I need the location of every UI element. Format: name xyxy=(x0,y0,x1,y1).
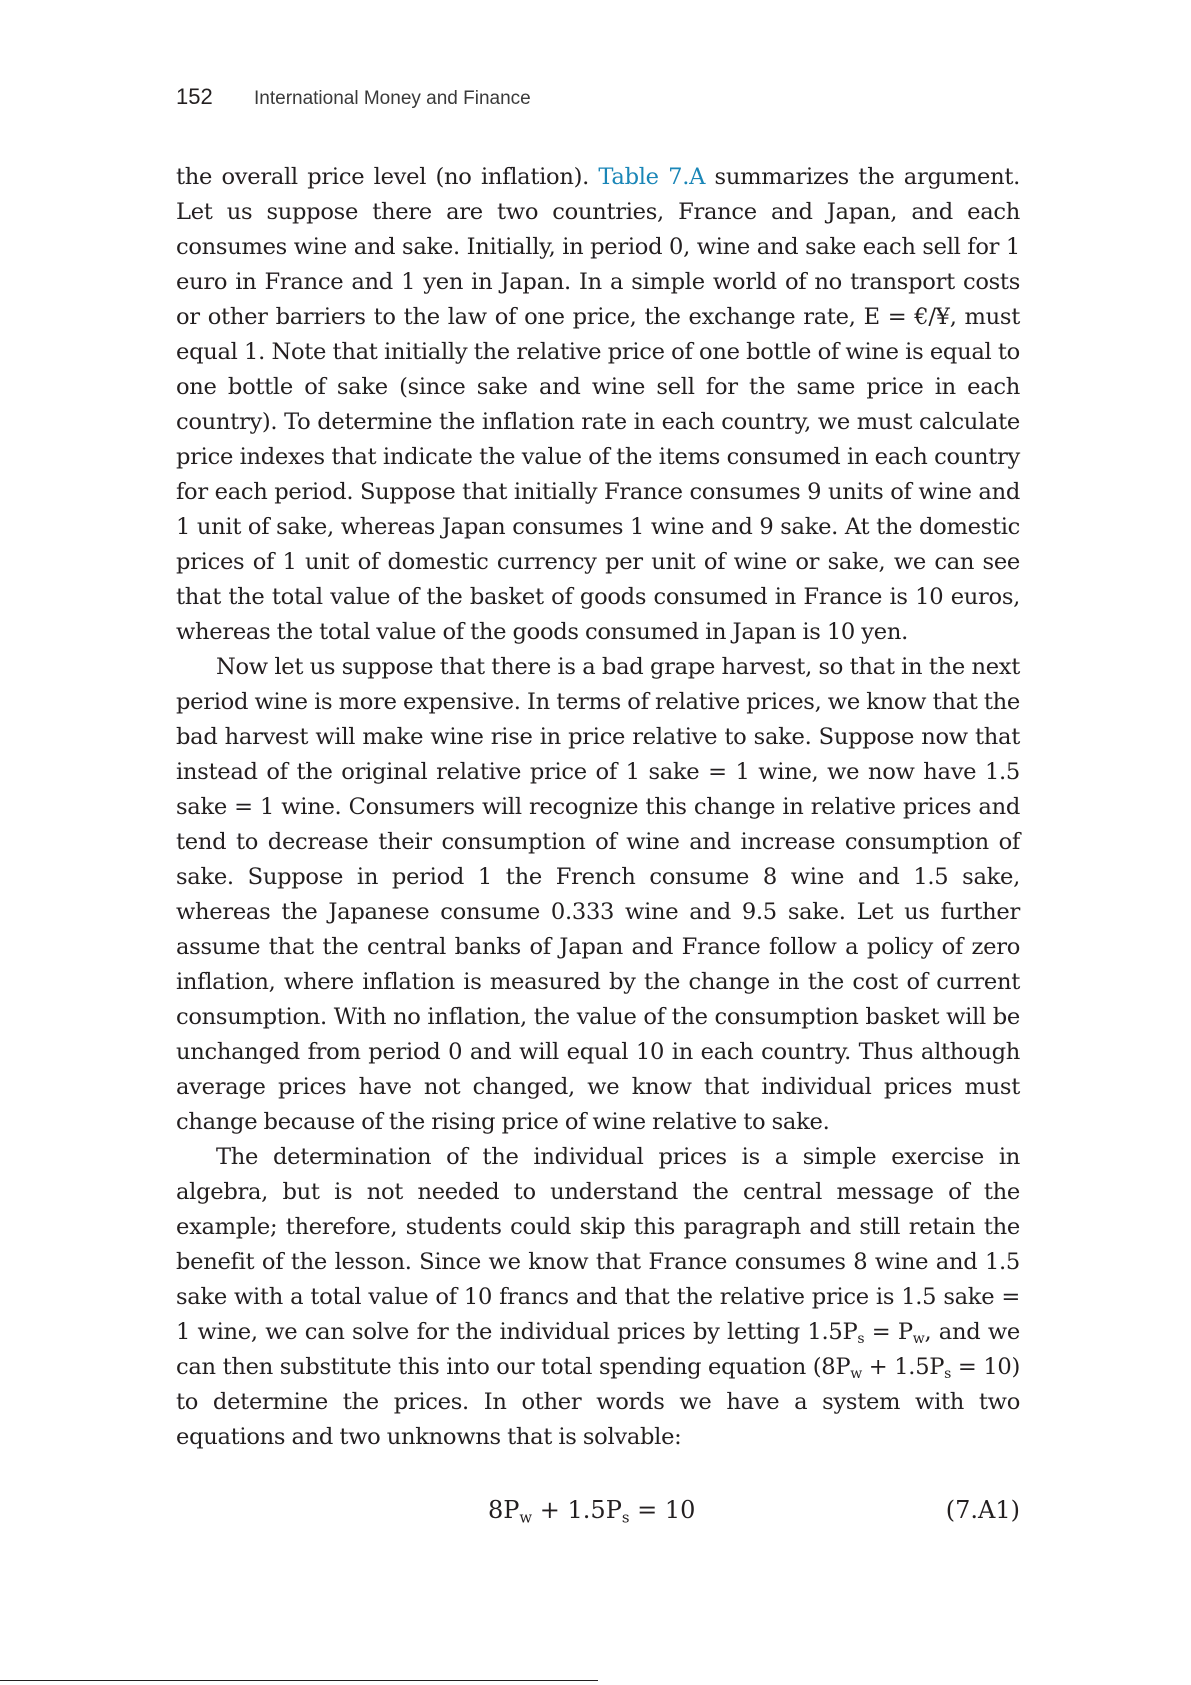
book-title: International Money and Finance xyxy=(254,88,531,109)
paragraph-3: The determination of the individual prices is a simple exercise in algebra, but is not needed to understand the central message of the example; therefore, students could skip this paragraph and still retain the benefit of the lesson. Since we know that France consumes 8 wine and 1.5 sake with a total value of 10 francs and that the relative price is 1.5 sake = 1 wine, we can solve for the individual prices by letting $1.5P_s = P_w$, and we can then substitute this into our total spending equation $(8P_w + 1.5P_s = 10)$ to determine the prices. In other words we have a system with two equations and two unknowns that is solvable: xyxy=(176,1144,1020,1450)
paragraph-1: the overall price level (no inflation). Table 7.A summarizes the argument. Let us suppose there are two countries, France and Japan, and each consumes wine and sake. Initially, in period 0, wine and sake each sell for 1 euro in France and 1 yen in Japan. In a simple world of no transport costs or other barriers to the law of one price, the exchange rate, E = €/¥, must equal 1. Note that initially the relative price of one bottle of wine is equal to one bottle of sake (since sake and wine sell for the same price in each country). To determine the inflation rate in each country, we must calculate price indexes that indicate the value of the items consumed in each country for each period. Suppose that initially France consumes 9 units of wine and 1 unit of sake, whereas Japan consumes 1 wine and 9 sake. At the domestic prices of 1 unit of domestic currency per unit of wine or sake, we can see that the total value of the basket of goods consumed in France is 10 euros, whereas the total value of the goods consumed in Japan is 10 yen. xyxy=(176,164,1020,645)
running-header xyxy=(176,84,531,108)
equation-7a1 xyxy=(176,1496,1020,1532)
page-number: 152 xyxy=(176,84,213,109)
paragraph-2: Now let us suppose that there is a bad grape harvest, so that in the next period wine is more expensive. In terms of relative prices, we know that the bad harvest will make wine rise in price relative to sake. Suppose now that instead of the original relative price of 1 sake = 1 wine, we now have 1.5 sake = 1 wine. Consumers will recognize this change in relative prices and tend to decrease their consumption of wine and increase consumption of sake. Suppose in period 1 the French consume 8 wine and 1.5 sake, whereas the Japanese consume 0.333 wine and 9.5 sake. Let us further assume that the central banks of Japan and France follow a policy of zero inflation, where inflation is measured by the change in the cost of current consumption. With no inflation, the value of the consumption basket will be unchanged from period 0 and will equal 10 in each country. Thus although average prices have not changed, we know that individual prices must change because of the rising price of wine relative to sake. xyxy=(176,654,1020,1135)
table-7a-link[interactable]: Table 7.A xyxy=(598,164,706,190)
footer-rule xyxy=(0,1680,598,1681)
equation-body: $8P_w + 1.5P_s = 10$ xyxy=(488,1496,696,1527)
equation-number: (7.A1) xyxy=(945,1496,1020,1524)
body-text xyxy=(176,160,1020,1455)
